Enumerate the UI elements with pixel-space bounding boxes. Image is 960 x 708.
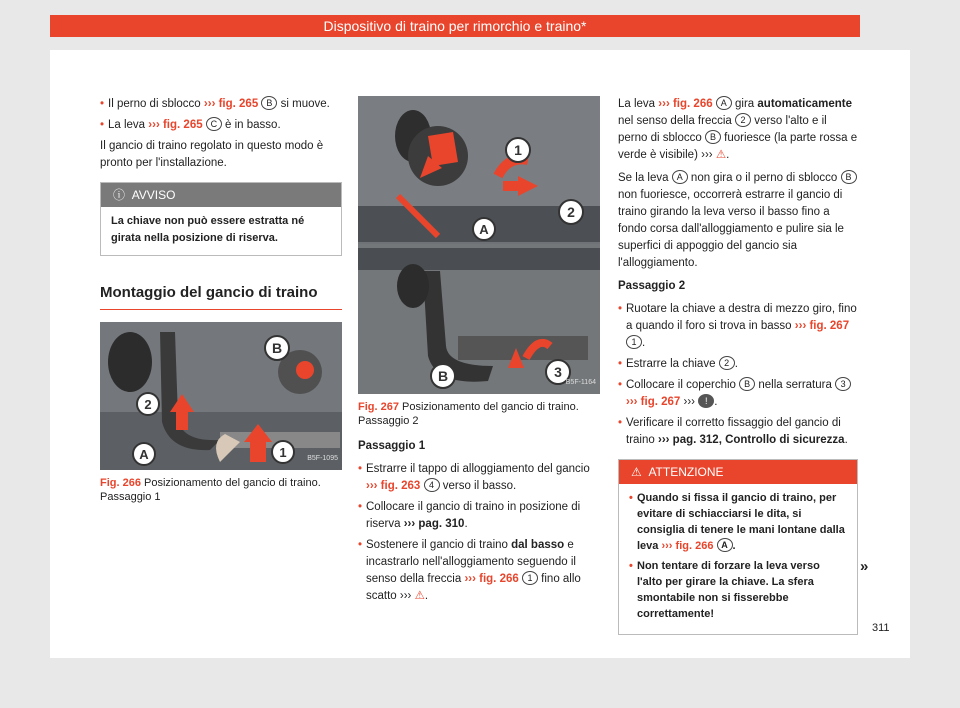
warning-icon: ⚠ — [631, 465, 642, 479]
figure-link[interactable]: ››› fig. 267 — [626, 396, 681, 408]
callout-badge: A — [717, 538, 733, 552]
figure-mark: 1 — [279, 445, 287, 460]
page-link[interactable]: ››› pag. 310 — [403, 518, 465, 530]
page-header: Dispositivo di traino per rimorchio e traino* — [50, 15, 860, 37]
figure-mark: 3 — [554, 364, 562, 380]
column-3 — [618, 96, 858, 635]
callout-badge: 2 — [719, 356, 735, 370]
list-item: • Collocare il gancio di traino in posizione di riserva ››› pag. 310. — [358, 499, 600, 533]
list-item: • Il perno di sblocco ››› fig. 265 B si muove. — [100, 96, 342, 113]
figure-266 — [100, 322, 342, 470]
column-2 — [358, 96, 600, 609]
figure-mark: 2 — [567, 204, 575, 220]
warning-box — [618, 459, 858, 635]
callout-badge: 1 — [522, 571, 538, 585]
note-text: La chiave non può essere estratta né girata nella posizione di riserva. — [111, 215, 305, 244]
note-header: ⓘ AVVISO — [101, 183, 341, 207]
figure-link[interactable]: ››› fig. 266 — [661, 540, 714, 552]
list-item: • Ruotare la chiave a destra di mezzo giro, fino a quando il foro si trova in basso ››› fig. 267 1 . — [618, 301, 858, 352]
continue-marker: » — [860, 558, 869, 575]
figure-code: B5F-1164 — [565, 379, 596, 386]
figure-mark: A — [479, 222, 489, 237]
figure-link[interactable]: ››› fig. 266 — [658, 98, 713, 110]
figure-mark: B — [437, 368, 449, 384]
warning-icon[interactable]: ⚠ — [414, 590, 425, 602]
figure-link[interactable]: ››› fig. 266 — [464, 573, 519, 585]
column-1 — [100, 96, 342, 514]
figure-mark: A — [139, 447, 149, 462]
figure-caption: Fig. 266 Posizionamento del gancio di traino. Passaggio 1 — [100, 477, 321, 503]
list-item: • Quando si fissa il gancio di traino, per evitare di schiacciarsi le dita, si consiglia di tenere le mani lontane dalla leva ››› fig. 266 A . — [629, 490, 847, 554]
step-title: Passaggio 1 — [358, 440, 426, 452]
callout-badge: B — [705, 130, 721, 144]
list-item: • Non tentare di forzare la leva verso l'alto per girare la chiave. La sfera smontabile non si fisserebbe correttamente! — [629, 558, 847, 622]
callout-badge: 1 — [626, 335, 642, 349]
paragraph: Il gancio di traino regolato in questo modo è pronto per l'installazione. — [100, 140, 324, 169]
list-item: • Sostenere il gancio di traino dal basso e incastrarlo nell'alloggiamento seguendo il senso della freccia ››› fig. 266 1 fino allo scatto ››› ⚠. — [358, 537, 600, 605]
callout-badge: C — [206, 117, 222, 131]
page-link[interactable]: ››› pag. 312, Controllo di sicurezza — [657, 434, 845, 446]
tow-hook-illustration — [100, 322, 342, 470]
page-number: 311 — [872, 622, 890, 634]
figure-mark: 2 — [144, 397, 152, 412]
alert-icon[interactable]: ! — [698, 394, 714, 408]
figure-link[interactable]: ››› fig. 263 — [366, 480, 421, 492]
callout-badge: B — [841, 170, 857, 184]
list-item: • Verificare il corretto fissaggio del gancio di traino ››› pag. 312, Controllo di sicurezza. — [618, 415, 858, 449]
figure-link[interactable]: ››› fig. 265 — [203, 98, 259, 110]
figure-code: B5F-1095 — [307, 455, 338, 462]
callout-badge: 4 — [424, 478, 440, 492]
list-item: • Estrarre la chiave 2 . — [618, 356, 858, 373]
list-item: • La leva ››› fig. 265 C è in basso. — [100, 117, 342, 134]
info-icon: ⓘ — [113, 188, 126, 202]
figure-link[interactable]: ››› fig. 265 — [148, 119, 203, 131]
figure-267 — [358, 96, 600, 394]
callout-badge: A — [716, 96, 732, 110]
callout-badge: 2 — [735, 113, 751, 127]
section-title: Montaggio del gancio di traino — [100, 284, 342, 310]
callout-badge: A — [672, 170, 688, 184]
tow-hook-lock-illustration — [358, 96, 600, 394]
figure-caption: Fig. 267 Posizionamento del gancio di traino. Passaggio 2 — [358, 401, 579, 427]
list-item: • Collocare il coperchio B nella serratura 3 ››› fig. 267 ››› ! . — [618, 377, 858, 411]
callout-badge: 3 — [835, 377, 851, 391]
list-item: • Estrarre il tappo di alloggiamento del gancio ››› fig. 263 4 verso il basso. — [358, 461, 600, 495]
callout-badge: B — [261, 96, 277, 110]
paragraph: Se la leva A non gira o il perno di sblocco B non fuoriesce, occorrerà estrarre il gancio di traino girando la leva verso il basso fino a fondo corsa dall'alloggiamento e pulire sia le superfici di appoggio del gancio sia l'alloggiamento. — [618, 170, 858, 272]
warning-icon[interactable]: ⚠ — [715, 149, 727, 161]
warning-header: ⚠ ATTENZIONE — [619, 460, 857, 484]
figure-link[interactable]: ››› fig. 267 — [794, 320, 850, 332]
warning-text — [619, 484, 857, 634]
callout-badge: B — [739, 377, 755, 391]
note-box — [100, 182, 342, 256]
paragraph: La leva ››› fig. 266 A gira automaticamente nel senso della freccia 2 verso l'alto e il perno di sblocco B fuoriesce (la parte rossa e verde è visibile) ››› ⚠. — [618, 98, 858, 161]
step-title: Passaggio 2 — [618, 280, 686, 292]
figure-mark: 1 — [514, 142, 522, 158]
figure-mark: B — [271, 340, 283, 356]
